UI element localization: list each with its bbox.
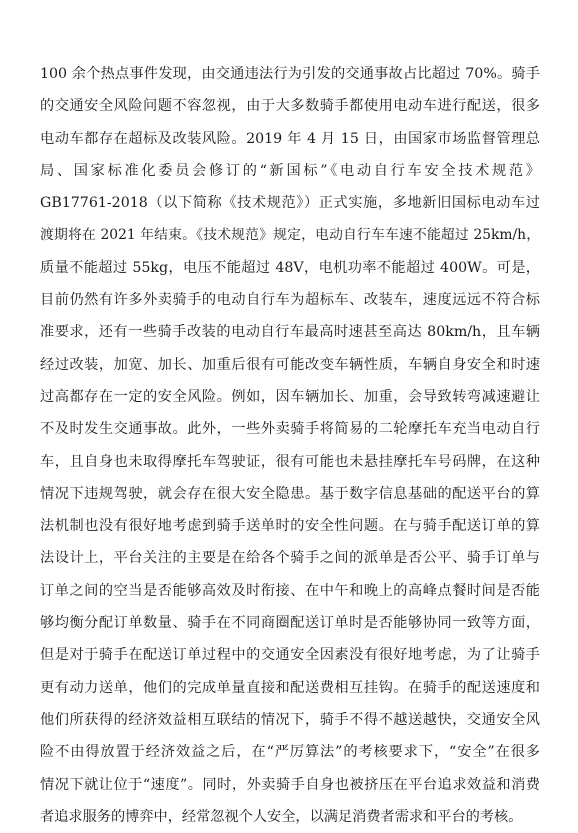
text-line: 过高都存在一定的安全风险。例如，因车辆加长、加重，会导致转弯减速避让 (40, 388, 540, 405)
text-line: 电动车都存在超标及改装风险。2019 年 4 月 15 日，由国家市场监督管理总 (40, 130, 540, 147)
text-line: 者追求服务的博弈中，经常忽视个人安全，以满足消费者需求和平台的考核。 (40, 808, 523, 825)
text-line: 质量不能超过 55kg，电压不能超过 48V，电机功率不能超过 400W。可是， (40, 259, 540, 276)
text-line: 但是对于骑手在配送订单过程中的交通安全因素没有很好地考虑，为了让骑手 (40, 647, 540, 664)
text-line: 法设计上，平台关注的主要是在给各个骑手之间的派单是否公平、骑手订单与 (40, 550, 540, 567)
text-line: 准要求，还有一些骑手改装的电动自行车最高时速甚至高达 80km/h，且车辆 (40, 324, 540, 341)
text-line: 够均衡分配订单数量、骑手在不同商圈配送订单时是否能够协同一致等方面， (40, 615, 540, 632)
text-line: 不及时发生交通事故。此外，一些外卖骑手将简易的二轮摩托车充当电动自行 (40, 421, 540, 438)
text-line: 目前仍然有许多外卖骑手的电动自行车为超标车、改装车，速度远远不符合标 (40, 292, 540, 309)
text-line: 订单之间的空当是否能够高效及时衔接、在中午和晚上的高峰点餐时间是否能 (40, 582, 540, 599)
document-body (40, 58, 540, 833)
text-line: 情况下就让位于“速度”。同时，外卖骑手自身也被挤压在平台追求效益和消费 (40, 776, 540, 793)
text-line: 经过改装，加宽、加长、加重后很有可能改变车辆性质，车辆自身安全和时速 (40, 356, 540, 373)
text-line: 情况下违规驾驶，就会存在很大安全隐患。基于数字信息基础的配送平台的算 (40, 485, 540, 502)
text-line: 车，且自身也未取得摩托车驾驶证，很有可能也未悬挂摩托车号码牌，在这种 (40, 453, 540, 470)
text-line: 更有动力送单，他们的完成单量直接和配送费相互挂钩。在骑手的配送速度和 (40, 679, 540, 696)
text-line: 100 余个热点事件发现，由交通违法行为引发的交通事故占比超过 70%。骑手 (40, 66, 540, 82)
text-line: 险不由得放置于经济效益之后，在“严厉算法”的考核要求下，“安全”在很多 (40, 744, 540, 761)
text-line: 渡期将在 2021 年结束。《技术规范》规定，电动自行车车速不能超过 25km/h， (40, 227, 540, 244)
text-line: 局、国家标准化委员会修订的“新国标”《电动自行车安全技术规范》 (40, 162, 540, 179)
text-line: 他们所获得的经济效益相互联结的情况下，骑手不得不越送越快，交通安全风 (40, 711, 540, 728)
text-line: 的交通安全风险问题不容忽视，由于大多数骑手都使用电动车进行配送，很多 (40, 98, 540, 115)
text-line: GB17761-2018（以下简称《技术规范》）正式实施，多地新旧国标电动车过 (40, 195, 540, 212)
text-line: 法机制也没有很好地考虑到骑手送单时的安全性问题。在与骑手配送订单的算 (40, 518, 540, 535)
